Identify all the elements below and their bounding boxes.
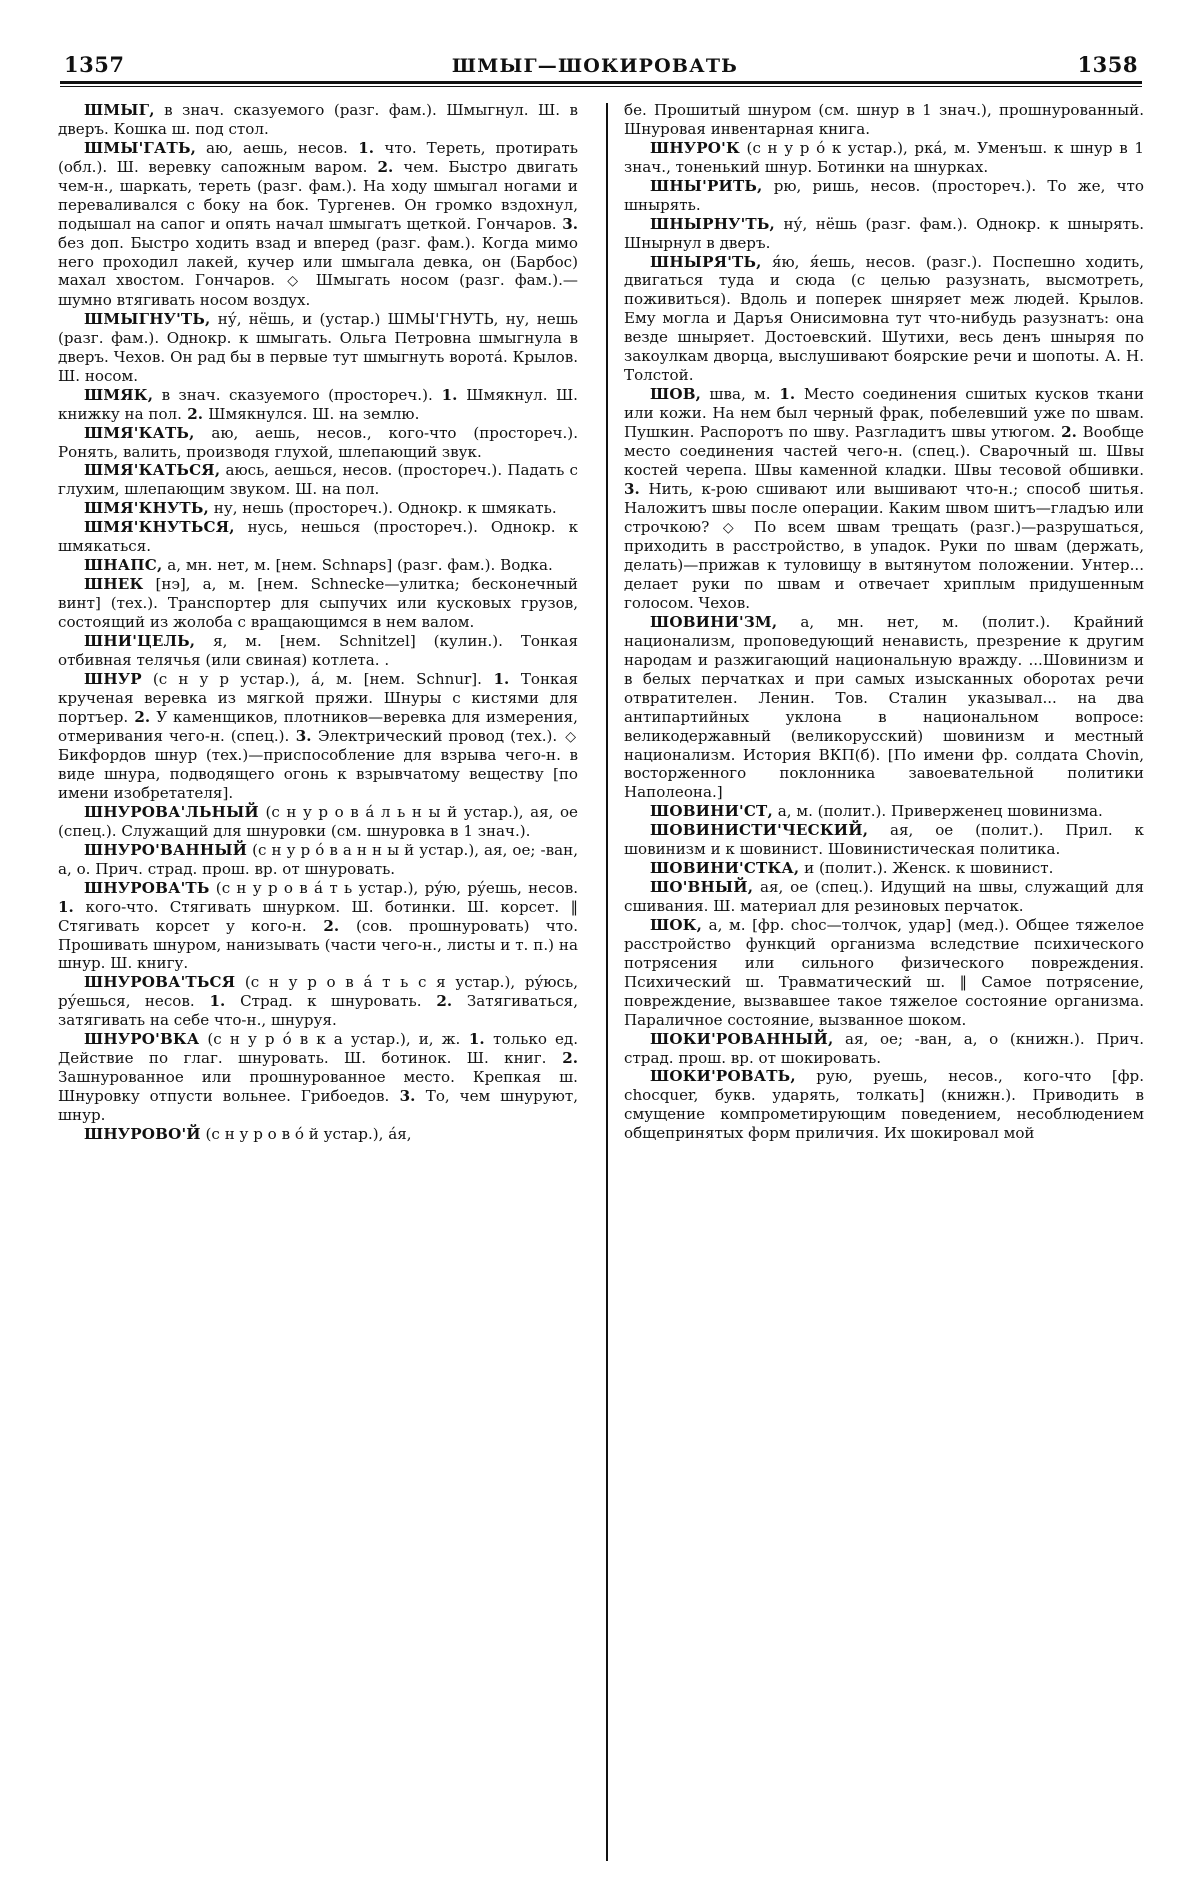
dictionary-entry — [58, 803, 578, 841]
rule-thick — [60, 81, 1142, 84]
dictionary-entry — [58, 575, 578, 632]
entry-definition: шва, м. 1. Место соединения сшитых кусков ткани или кожи. На нем был черный фрак, побелевший уже по швам. Пушкин. Распоротъ по шву. Разгладитъ швы утюгом. 2. Вообще место соединения частей чего-н. (спец.). Сварочный ш. Швы костей черепа. Швы каменной кладки. Швы тесовой обшивки. 3. Нить, к-рою сшивают или вышивают что-н.; способ шитья. Наложитъ швы после операции. Каким швом шитъ—гладъю или строчкою? ◇ По всем швам трещать (разг.)—разрушаться, приходить в расстройство, в упадок. Руки по швам (держать, делать)—прижав к туловищу в вытянутом положении. Унтер... делает руки по швам и отвечает хриплым придушенным голосом. Чехов. — [624, 385, 1144, 612]
entry-definition: (с н у р о́ к устар.), рка́, м. Уменъш. к шнур в 1 знач., тоненький шнур. Ботинки на шнурках. — [624, 138, 1144, 176]
entry-headword: ШМЯ'КНУТЬ, — [84, 499, 209, 518]
dictionary-entry — [58, 386, 578, 424]
entry-definition: рую, руешь, несов., кого-что [фр. chocquer, букв. ударять, толкать] (книжн.). Приводить в смущение компрометирующим поведением, несоблюдением общепринятых форм приличия. Их шокировал мой — [624, 1067, 1144, 1143]
entry-headword: ШМЯК, — [84, 385, 154, 404]
column-left — [58, 101, 592, 1861]
entry-headword: ШОВИНИСТИ'ЧЕСКИЙ, — [650, 821, 869, 840]
entry-definition: (с н у р о в а́ т ь устар.), ру́ю, ру́ешь, несов. 1. кого-что. Стягивать шнурком. Ш. ботинки. Ш. корсет. ‖ Стягивать корсет у кого-н. 2. (сов. прошнуровать) что. Прошивать шнуром, нанизывать (части чего-н., листы и т. п.) на шнур. Ш. книгу. — [58, 878, 579, 973]
entry-headword: ШОВ, — [650, 385, 702, 404]
entry-definition: аюсь, аешься, несов. (простореч.). Падать с глухим, шлепающим звуком. Ш. на пол. — [58, 461, 578, 499]
dictionary-entry — [58, 879, 578, 974]
dictionary-entry — [58, 310, 578, 386]
entry-definition: ну́, нёшь, и (устар.) ШМЫ'ГНУТЬ, ну, нешь (разг. фам.). Однокр. к шмыгать. Ольга Петровна шмыгнула в дверъ. Чехов. Он рад бы в первые тут шмыгнуть ворота́. Крылов. Ш. носом. — [58, 309, 578, 385]
entry-definition: (с н у р о́ в а н н ы й устар.), ая, ое; -ван, а, о. Прич. страд. прош. вр. от шнуровать. — [58, 840, 578, 878]
dictionary-entry — [624, 177, 1144, 215]
entry-definition: а, м. (полит.). Приверженец шовинизма. — [772, 802, 1103, 821]
entry-headword: ШНИ'ЦЕЛЬ, — [84, 631, 196, 650]
entry-definition: я, м. [нем. Schnitzel] (кулин.). Тонкая отбивная телячья (или свиная) котлета. . — [58, 631, 578, 669]
entry-headword: ШО'ВНЫЙ, — [650, 878, 754, 897]
dictionary-entry — [58, 556, 578, 575]
entry-definition: бе. Прошитый шнуром (см. шнур в 1 знач.), прошнурованный. Шнуровая инвентарная книга. — [624, 101, 1144, 138]
entry-definition: а, мн. нет, м. [нем. Schnaps] (разг. фам.). Водка. — [162, 556, 553, 575]
dictionary-entry — [624, 139, 1144, 177]
column-divider — [606, 103, 608, 1861]
dictionary-entry — [58, 841, 578, 879]
entry-headword: ШНУР — [84, 669, 142, 688]
entry-headword: ШНУРО'ВАННЫЙ — [84, 840, 248, 859]
entry-headword: ШНУРОВА'ТЬСЯ — [84, 973, 236, 992]
entry-headword: ШМЯ'КАТЬ, — [84, 423, 195, 442]
dictionary-entry — [58, 139, 578, 310]
dictionary-entry — [624, 821, 1144, 859]
entry-definition: ая, ое; -ван, а, о (книжн.). Прич. страд. прош. вр. от шокировать. — [624, 1029, 1144, 1067]
entry-headword: ШОКИ'РОВАТЬ, — [650, 1067, 796, 1086]
entry-headword: ШОВИНИ'СТКА, — [650, 859, 800, 878]
entry-definition: нусь, нешься (простореч.). Однокр. к шмякаться. — [58, 518, 578, 556]
entry-definition: а, мн. нет, м. (полит.). Крайний национализм, проповедующий ненависть, презрение к другим народам и разжигающий национальную вражду. ...Шовинизм и в белых перчатках и при самых изысканных оборотах речи отвратителен. Ленин. Тов. Сталин указывал... на два антипартийных уклона в национальном вопросе: великодержавный (великорусский) шовинизм и местный национализм. История ВКП(б). [По имени фр. солдата Chovin, восторженного поклонника завоевательной политики Наполеона.] — [624, 612, 1144, 802]
dictionary-entry — [624, 1030, 1144, 1068]
dictionary-entry — [624, 916, 1144, 1030]
entry-headword: ШНУРОВА'ТЬ — [84, 878, 210, 897]
entry-headword: ШНУРОВО'Й — [84, 1124, 201, 1143]
entry-headword: ШМЯ'КАТЬСЯ, — [84, 461, 221, 480]
entry-definition: я́ю, я́ешь, несов. (разг.). Поспешно ходить, двигаться туда и сюда (с целью разузнать, высмотреть, поживиться). Вдоль и поперек шняряет меж людей. Крылов. Ему могла и Даръя Онисимовна тут что-нибудь разузнатъ: она везде шныряет. Достоевский. Шутихи, весь денъ шныряя по закоулкам дворца, выслушивают боярские речи и шопоты. А. Н. Толстой. — [624, 252, 1144, 385]
entry-definition: а, м. [фр. choc—толчок, удар] (мед.). Общее тяжелое расстройство функций организма вследствие психического потрясения или сильного физического повреждения. Психический ш. Травматический ш. ‖ Самое потрясение, повреждение, вызвавшее такое тяжелое состояние организма. Параличное состояние, вызванное шоком. — [624, 915, 1144, 1029]
column-right — [622, 101, 1144, 1861]
entry-definition: [нэ], а, м. [нем. Schnecke—улитка; бесконечный винт] (тех.). Транспортер для сыпучих или кусковых грузов, состоящий из жолоба с вращающимся в нем валом. — [58, 575, 578, 631]
dictionary-entry — [58, 461, 578, 499]
dictionary-entry — [624, 613, 1144, 802]
folio-right: 1358 — [1077, 52, 1138, 77]
entry-headword: ШНУРО'К — [650, 138, 740, 157]
dictionary-entry — [624, 385, 1144, 613]
folio-left: 1357 — [64, 52, 125, 77]
parallel-marker: ‖ — [959, 972, 968, 991]
entry-headword: ШОВИНИ'ЗМ, — [650, 612, 778, 631]
entry-headword: ШМЫ'ГАТЬ, — [84, 138, 197, 157]
dictionary-entry — [624, 1067, 1144, 1143]
entry-definition: (с н у р о в о́ й устар.), а́я, — [200, 1124, 412, 1143]
lozenge-marker: ◇ — [565, 728, 576, 745]
dictionary-entry — [58, 670, 578, 803]
entry-definition: ая, ое (полит.). Прил. к шовинизм и к шовинист. Шовинистическая политика. — [624, 821, 1144, 859]
dictionary-entry — [624, 859, 1144, 878]
entry-continuation — [624, 101, 1144, 139]
dictionary-entry — [58, 1030, 578, 1125]
header-rule — [58, 81, 1144, 87]
entry-headword: ШНУРОВА'ЛЬНЫЙ — [84, 802, 259, 821]
entry-headword: ШНАПС, — [84, 556, 163, 575]
guide-words: ШМЫГ—ШОКИРОВАТЬ — [451, 55, 739, 77]
entry-definition: аю, аешь, несов. 1. что. Тереть, протирать (обл.). Ш. веревку сапожным варом. 2. чем. Быстро двигать чем-н., шаркать, тереть (разг. фам.). На ходу шмыгал ногами и переваливался с боку на бок. Тургенев. Он громко вздохнул, подышал на сапог и опять начал шмыгатъ щеткой. Гончаров. 3. без доп. Быстро ходить взад и вперед (разг. фам.). Когда мимо него проходил лакей, кучер или шмыгала девка, он (Барбос) махал хвостом. Гончаров. ◇ Шмыгать носом (разг. фам.).—шумно втягивать носом воздух. — [58, 138, 578, 309]
entry-definition: ну́, нёшь (разг. фам.). Однокр. к шнырять. Шнырнул в дверъ. — [624, 214, 1144, 252]
entry-headword: ШНЫ'РИТЬ, — [650, 176, 763, 195]
entry-definition: (с н у р о в а́ т ь с я устар.), ру́юсь, ру́ешься, несов. 1. Страд. к шнуровать. 2. Затягиваться, затягивать на себе что-н., шнуруя. — [58, 973, 578, 1030]
dictionary-entry — [58, 518, 578, 556]
dictionary-entry — [624, 215, 1144, 253]
entry-headword: ШНЫРНУ'ТЬ, — [650, 214, 775, 233]
entry-definition: (с н у р о́ в к а устар.), и, ж. 1. только ед. Действие по глаг. шнуровать. Ш. ботинок. Ш. книг. 2. Зашнурованное или прошнурованное место. Крепкая ш. Шнуровку отпусти вольнее. Грибоедов. 3. То, чем шнуруют, шнур. — [58, 1030, 578, 1124]
lozenge-marker: ◇ — [287, 273, 314, 290]
entry-definition: (с н у р о в а́ л ь н ы й устар.), ая, ое (спец.). Служащий для шнуровки (см. шнуровка в 1 знач.). — [58, 802, 578, 840]
entry-headword: ШОВИНИ'СТ, — [650, 802, 773, 821]
entry-definition: в знач. сказуемого (разг. фам.). Шмыгнул. Ш. в дверъ. Кошка ш. под стол. — [58, 101, 578, 138]
lozenge-marker: ◇ — [722, 519, 752, 536]
dictionary-entry — [58, 1125, 578, 1144]
dictionary-entry — [58, 973, 578, 1030]
entry-headword: ШНУРО'ВКА — [84, 1030, 200, 1049]
entry-definition: рю, ришь, несов. (простореч.). То же, что шнырять. — [624, 176, 1144, 214]
dictionary-entry — [624, 802, 1144, 821]
columns-container — [58, 101, 1144, 1861]
dictionary-entry — [624, 253, 1144, 386]
entry-headword: ШОКИ'РОВАННЫЙ, — [650, 1029, 834, 1048]
entry-definition: в знач. сказуемого (простореч.). 1. Шмякнул. Ш. книжку на пол. 2. Шмякнулся. Ш. на землю. — [58, 385, 578, 423]
entry-definition: (с н у р устар.), а́, м. [нем. Schnur]. 1. Тонкая крученая веревка из мягкой пряжи. Шнуры с кистями для портъер. 2. У каменщиков, плотников—веревка для измерения, отмеривания чего-н. (спец.). 3. Электрический провод (тех.). ◇ Бикфордов шнур (тех.)—приспособление для взрыва чего-н. в виде шнура, подводящего огонь к взрывчатому веществу [по имени изобретателя]. — [58, 669, 578, 802]
entry-headword: ШОК, — [650, 915, 703, 934]
dictionary-entry — [58, 499, 578, 518]
entry-headword: ШНЫРЯ'ТЬ, — [650, 252, 762, 271]
rule-thin — [60, 86, 1142, 87]
entry-definition: ну, нешь (простореч.). Однокр. к шмякать. — [208, 499, 557, 518]
dictionary-entry — [624, 878, 1144, 916]
dictionary-entry — [58, 424, 578, 462]
entry-definition: аю, аешь, несов., кого-что (простореч.). Ронять, валить, производя глухой, шлепающий звук. — [58, 423, 578, 461]
entry-headword: ШМЯ'КНУТЬСЯ, — [84, 518, 235, 537]
running-head — [58, 52, 1144, 77]
parallel-marker: ‖ — [570, 897, 579, 916]
entry-headword: ШМЫГНУ'ТЬ, — [84, 309, 211, 328]
entry-headword: ШМЫГ, — [84, 101, 155, 119]
dictionary-entry — [58, 101, 578, 139]
dictionary-entry — [58, 632, 578, 670]
entry-definition: ая, ое (спец.). Идущий на швы, служащий для сшивания. Ш. материал для резиновых перчаток. — [624, 878, 1144, 915]
entry-headword: ШНЕК — [84, 575, 144, 594]
entry-definition: и (полит.). Женск. к шовинист. — [799, 859, 1054, 878]
